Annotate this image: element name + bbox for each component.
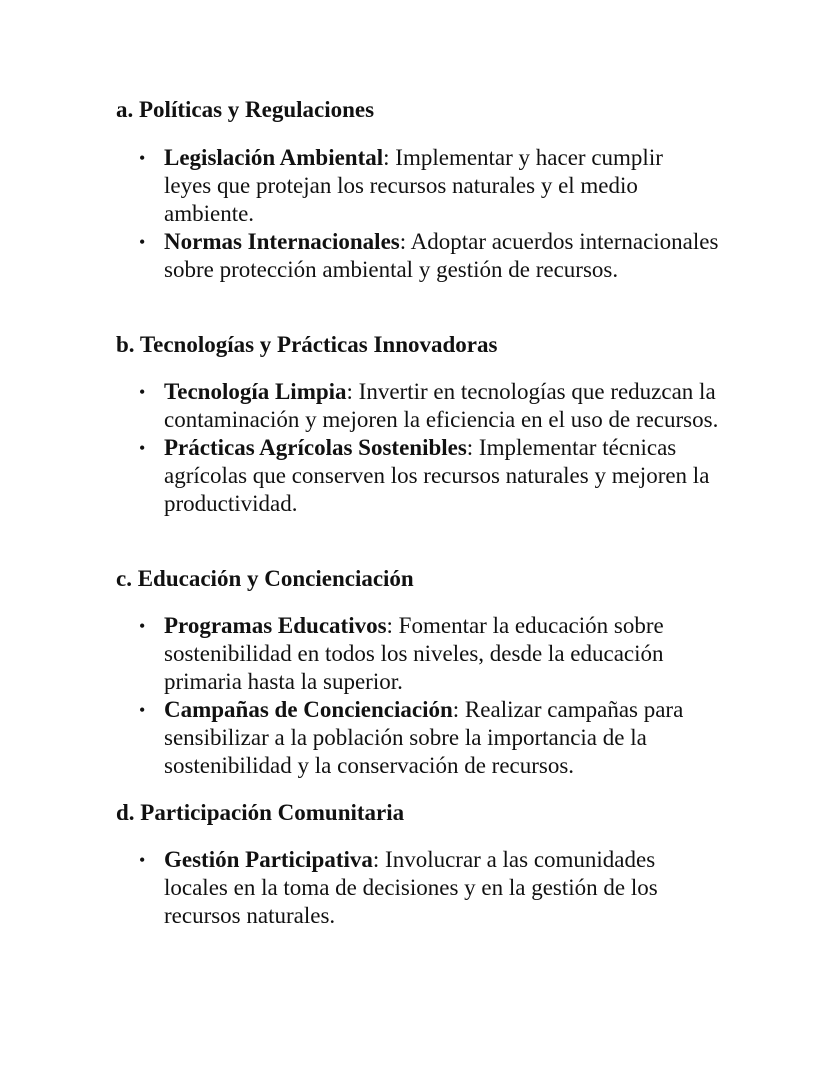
item-term: Gestión Participativa: [164, 847, 373, 872]
bullet-icon: •: [139, 438, 146, 458]
bullet-list: [116, 846, 716, 930]
bullet-list: [116, 144, 719, 284]
section-policies: [116, 96, 719, 282]
bullet-icon: •: [139, 382, 146, 402]
section-technologies: [116, 331, 719, 516]
bullet-icon: •: [139, 148, 146, 168]
item-term: Tecnología Limpia: [164, 379, 347, 404]
bullet-icon: •: [139, 616, 146, 636]
item-term: Campañas de Concienciación: [164, 697, 453, 722]
item-term: Programas Educativos: [164, 613, 387, 638]
list-item: [116, 434, 724, 518]
bullet-icon: •: [139, 700, 146, 720]
list-item: [116, 696, 724, 780]
bullet-list: [116, 612, 716, 780]
list-item: [116, 228, 724, 284]
list-item: [116, 144, 712, 228]
bullet-list: [116, 378, 719, 518]
item-text: : Involucrar a las comunidades locales en la toma de decisiones y en la gestión de los recursos naturales.: [164, 847, 658, 928]
section-education: [116, 565, 716, 778]
section-community: [116, 799, 716, 928]
item-text: : Invertir en tecnologías que reduzcan la contaminación y mejoren la eficiencia en el uso de recursos.: [164, 379, 719, 432]
item-term: Prácticas Agrícolas Sostenibles: [164, 435, 467, 460]
item-text: : Realizar campañas para sensibilizar a la población sobre la importancia de la sostenibilidad y la conservación de recursos.: [164, 697, 684, 778]
list-item: [116, 846, 712, 930]
bullet-icon: •: [139, 850, 146, 870]
section-heading: b. Tecnologías y Prácticas Innovadoras: [116, 332, 498, 357]
list-item: [116, 612, 712, 696]
bullet-icon: •: [139, 232, 146, 252]
item-term: Legislación Ambiental: [164, 145, 384, 170]
item-text: : Fomentar la educación sobre sostenibilidad en todos los niveles, desde la educación primaria hasta la superior.: [164, 613, 664, 694]
item-text: : Implementar técnicas agrícolas que conserven los recursos naturales y mejoren la productividad.: [164, 435, 710, 516]
item-text: : Implementar y hacer cumplir leyes que protejan los recursos naturales y el medio ambiente.: [164, 145, 663, 226]
list-item: [116, 378, 724, 434]
section-heading: a. Políticas y Regulaciones: [116, 97, 375, 122]
item-term: Normas Internacionales: [164, 229, 400, 254]
item-text: : Adoptar acuerdos internacionales sobre protección ambiental y gestión de recursos.: [164, 229, 719, 282]
section-heading: d. Participación Comunitaria: [116, 800, 405, 825]
section-heading: c. Educación y Concienciación: [116, 566, 414, 591]
